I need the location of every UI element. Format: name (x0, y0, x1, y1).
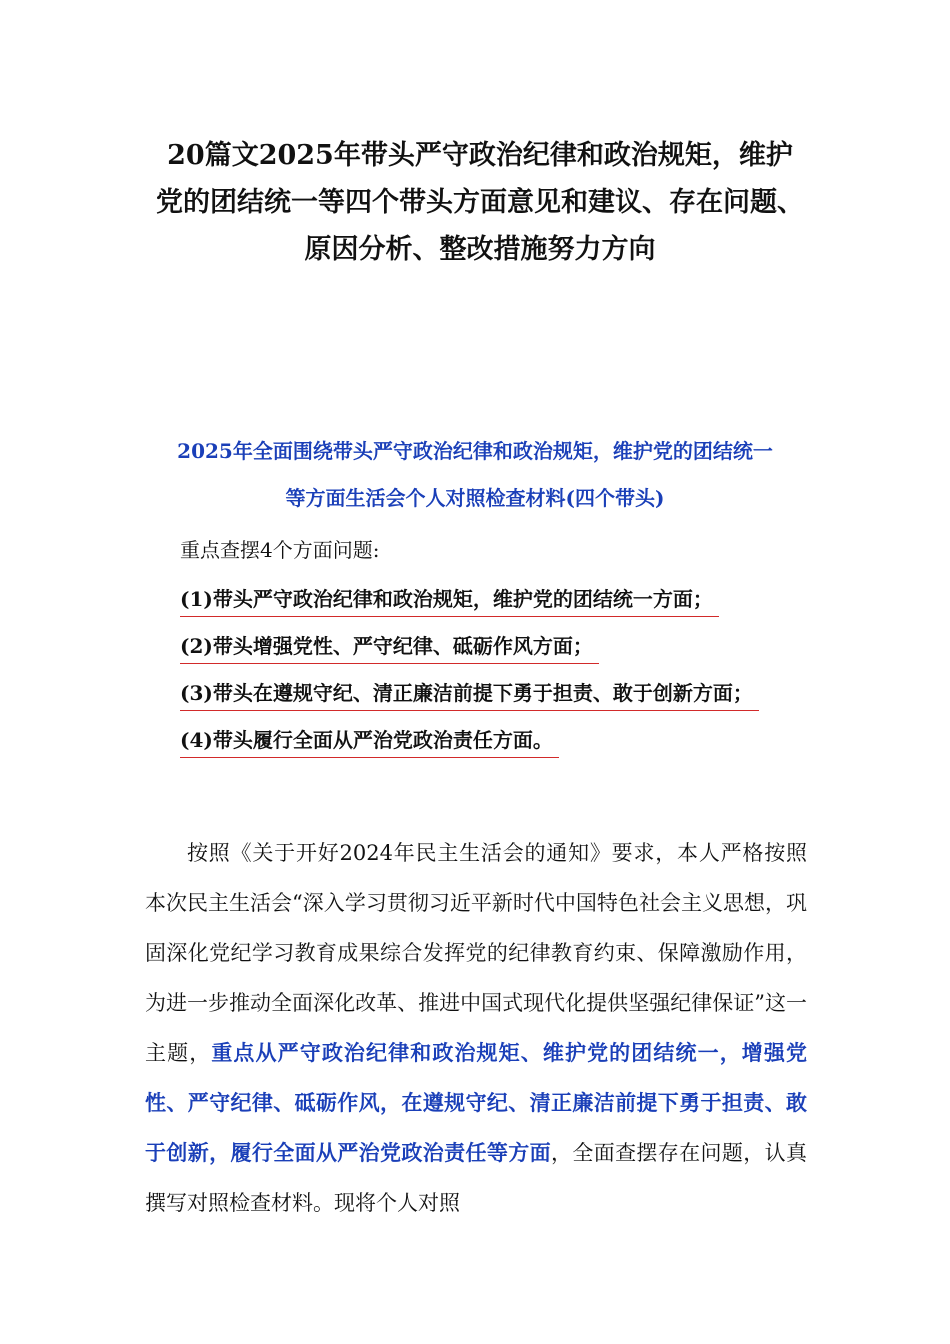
aspects-intro: 重点查摆4个方面问题: (180, 538, 380, 562)
aspect-list (180, 582, 759, 770)
aspect-item-3 (180, 676, 759, 723)
aspect-item-4 (180, 723, 759, 770)
document-subtitle (120, 428, 830, 522)
document-title-line-3: 原因分析、整改措施努力方向 (304, 234, 656, 265)
document-subtitle-line-2: 等方面生活会个人对照检查材料(四个带头) (285, 486, 665, 510)
aspect-item-1-text: (1)带头严守政治纪律和政治规矩，维护党的团结统一方面； (180, 582, 719, 617)
aspect-item-3-text: (3)带头在遵规守纪、清正廉洁前提下勇于担责、敢于创新方面； (180, 676, 759, 711)
body-text-part-2: ，全面查摆存在问题，认真撰写对照检查材料。现将个人对照 (145, 1141, 808, 1215)
document-title-line-2: 党的团结统一等四个带头方面意见和建议、存在问题、 (156, 187, 804, 218)
body-text-part-1: 按照《关于开好2024年民主生活会的通知》要求，本人严格按照本次民主生活会“深入学习贯彻习近平新时代中国特色社会主义思想，巩固深化党纪学习教育成果综合发挥党的纪律教育约束、保障激励作用，为进一步推动全面深化改革、推进中国式现代化提供坚强纪律保证”这一主题， (145, 841, 807, 1065)
aspect-item-1 (180, 582, 759, 629)
aspect-item-4-text: (4)带头履行全面从严治党政治责任方面。 (180, 723, 559, 758)
aspect-item-2-text: (2)带头增强党性、严守纪律、砥砺作风方面； (180, 629, 599, 664)
document-title (120, 132, 840, 273)
body-paragraph (145, 828, 807, 1228)
aspect-item-2 (180, 629, 759, 676)
body-highlight-text: 重点从严守政治纪律和政治规矩、维护党的团结统一，增强党性、严守纪律、砥砺作风，在遵规守纪、清正廉洁前提下勇于担责、敢于创新，履行全面从严治党政治责任等方面 (145, 1040, 807, 1165)
document-subtitle-line-1: 2025年全面围绕带头严守政治纪律和政治规矩，维护党的团结统一 (177, 439, 773, 463)
document-title-line-1: 20篇文2025年带头严守政治纪律和政治规矩，维护 (167, 140, 793, 171)
